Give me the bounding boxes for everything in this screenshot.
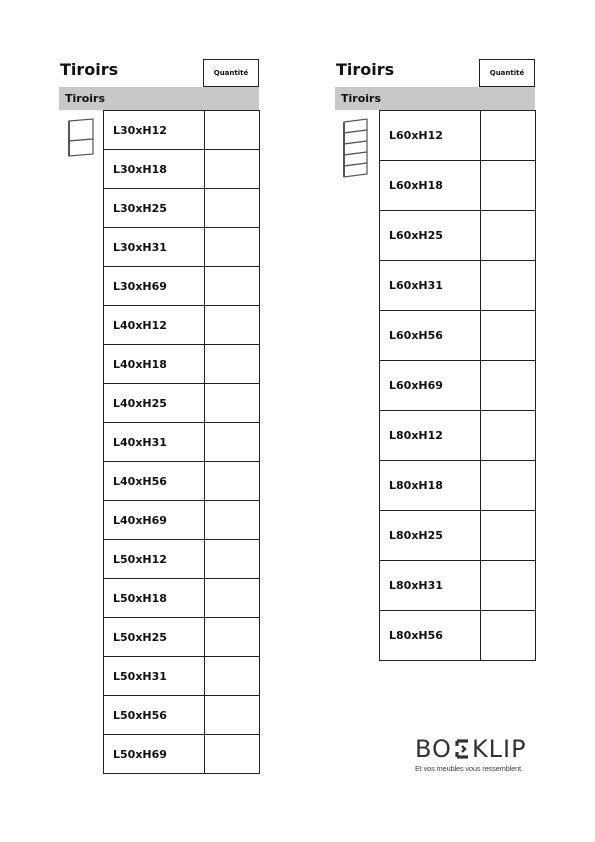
quantity-cell[interactable]	[204, 384, 260, 423]
size-label: L50xH56	[103, 696, 204, 735]
size-label: L40xH69	[103, 501, 204, 540]
table-row	[103, 110, 260, 150]
table-row	[379, 511, 536, 561]
size-label: L50xH69	[103, 735, 204, 774]
quantity-cell[interactable]	[204, 540, 260, 579]
table-row	[103, 345, 260, 384]
table-row	[103, 540, 260, 579]
quantity-cell[interactable]	[204, 267, 260, 306]
size-label: L60xH25	[379, 211, 480, 261]
size-label: L30xH69	[103, 267, 204, 306]
quantity-cell[interactable]	[204, 110, 260, 150]
quantity-cell[interactable]	[480, 161, 536, 211]
quantity-cell[interactable]	[480, 110, 536, 161]
quantity-cell[interactable]	[480, 261, 536, 311]
table-row	[379, 611, 536, 661]
quantity-cell[interactable]	[204, 657, 260, 696]
table-row	[103, 228, 260, 267]
size-label: L60xH31	[379, 261, 480, 311]
size-label: L60xH12	[379, 110, 480, 161]
size-label: L80xH56	[379, 611, 480, 661]
quantity-cell[interactable]	[204, 306, 260, 345]
quantity-cell[interactable]	[480, 361, 536, 411]
quantity-cell[interactable]	[480, 511, 536, 561]
size-label: L50xH31	[103, 657, 204, 696]
size-label: L40xH31	[103, 423, 204, 462]
size-label: L30xH31	[103, 228, 204, 267]
right-quantity-header: Quantité	[479, 59, 535, 87]
logo-wordmark-end: KLIP	[471, 735, 527, 763]
logo-bracket-icon	[452, 738, 472, 760]
quantity-cell[interactable]	[204, 228, 260, 267]
table-row	[379, 211, 536, 261]
drawer-2-icon	[66, 118, 96, 158]
table-row	[103, 306, 260, 345]
size-label: L30xH18	[103, 150, 204, 189]
drawer-5-icon	[340, 118, 370, 180]
size-label: L80xH12	[379, 411, 480, 461]
size-label: L60xH56	[379, 311, 480, 361]
size-label: L50xH25	[103, 618, 204, 657]
quantity-cell[interactable]	[480, 211, 536, 261]
size-label: L40xH18	[103, 345, 204, 384]
table-row	[103, 150, 260, 189]
size-label: L80xH18	[379, 461, 480, 511]
quantity-cell[interactable]	[480, 411, 536, 461]
right-category-bar: Tiroirs	[335, 87, 535, 110]
table-row	[103, 384, 260, 423]
table-row	[103, 267, 260, 306]
table-row	[379, 361, 536, 411]
size-label: L80xH25	[379, 511, 480, 561]
left-section-title: Tiroirs	[60, 60, 119, 79]
size-label: L30xH25	[103, 189, 204, 228]
size-label: L30xH12	[103, 110, 204, 150]
quantity-cell[interactable]	[204, 345, 260, 384]
table-row	[379, 161, 536, 211]
right-section-title: Tiroirs	[336, 60, 395, 79]
logo-tagline: Et vos meubles vous ressemblent.	[415, 764, 523, 773]
table-row	[103, 462, 260, 501]
quantity-cell[interactable]	[480, 461, 536, 511]
quantity-cell[interactable]	[480, 561, 536, 611]
table-row	[103, 423, 260, 462]
left-category-bar: Tiroirs	[59, 87, 259, 110]
size-label: L40xH25	[103, 384, 204, 423]
quantity-cell[interactable]	[204, 501, 260, 540]
table-row	[379, 110, 536, 161]
quantity-cell[interactable]	[204, 462, 260, 501]
size-label: L60xH69	[379, 361, 480, 411]
size-label: L40xH12	[103, 306, 204, 345]
table-row	[103, 579, 260, 618]
quantity-cell[interactable]	[204, 735, 260, 774]
table-row	[103, 696, 260, 735]
logo-wordmark-start: BO	[415, 735, 452, 763]
table-row	[379, 411, 536, 461]
left-quantity-header: Quantité	[203, 59, 259, 87]
table-row	[379, 461, 536, 511]
quantity-cell[interactable]	[480, 611, 536, 661]
table-row	[103, 618, 260, 657]
quantity-cell[interactable]	[204, 618, 260, 657]
size-label: L80xH31	[379, 561, 480, 611]
size-label: L60xH18	[379, 161, 480, 211]
quantity-cell[interactable]	[480, 311, 536, 361]
quantity-cell[interactable]	[204, 423, 260, 462]
size-label: L50xH12	[103, 540, 204, 579]
table-row	[379, 311, 536, 361]
table-row	[103, 501, 260, 540]
table-row	[379, 561, 536, 611]
table-row	[103, 657, 260, 696]
table-row	[103, 735, 260, 774]
quantity-cell[interactable]	[204, 579, 260, 618]
size-label: L50xH18	[103, 579, 204, 618]
quantity-cell[interactable]	[204, 189, 260, 228]
size-label: L40xH56	[103, 462, 204, 501]
quantity-cell[interactable]	[204, 150, 260, 189]
bocklip-logo	[415, 736, 537, 773]
quantity-cell[interactable]	[204, 696, 260, 735]
table-row	[103, 189, 260, 228]
table-row	[379, 261, 536, 311]
logo-wordmark	[415, 736, 537, 762]
